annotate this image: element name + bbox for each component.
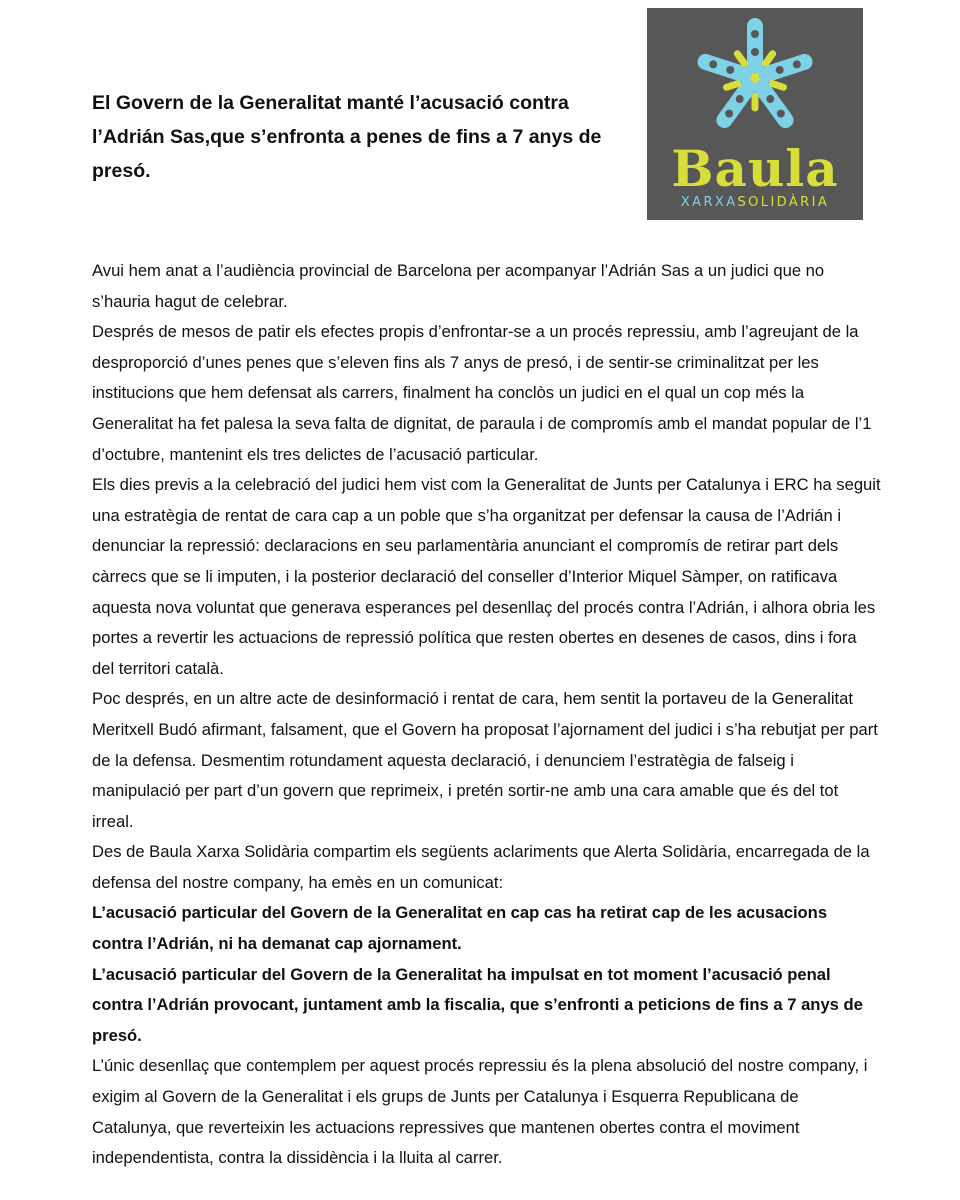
document-body [92,256,882,1174]
logo-yellow-accent [766,54,773,64]
paragraph: L’acusació particular del Govern de la Generalitat en cap cas ha retirat cap de les acusacions contra l’Adrián, ni ha demanat cap ajornament. [92,903,828,954]
logo-yellow-accent [772,84,783,88]
logo-wordmark: Baula [671,139,839,198]
logo-chain-hole [766,95,774,103]
paragraph: Des de Baula Xarxa Solidària compartim els següents aclariments que Alerta Solidària, encarregada de la defensa del nostre company, ha emès en un comunicat: [92,842,870,892]
logo-chain-hole [709,60,717,68]
logo-chain-hole [777,110,785,118]
logo-chain-hole [725,110,733,118]
logo-chain-hole [751,30,759,38]
paragraph: Poc després, en un altre acte de desinformació i rentat de cara, hem sentit la portaveu de la Generalitat Meritxell Budó afirmant, falsament, que el Govern ha proposat l’ajornament del judici i s’ha rebutjat per part de la defensa. Desmentim rotundament aquesta declaració, i denunciem l’estratègia de falseig i manipulació per part d’un govern que reprimeix, i pretén sortir-ne amb una cara amable que és del tot irreal. [92,689,878,831]
logo-chain-hole [751,48,759,56]
logo-subtitle-part2: SOLIDÀRIA [737,195,830,210]
logo-chain-hole [776,66,784,74]
logo-yellow-accent [726,84,737,88]
paragraph: L’acusació particular del Govern de la Generalitat ha impulsat en tot moment l’acusació penal contra l’Adrián provocant, juntament amb la fiscalia, que s’enfronti a peticions de fins a 7 anys de presó. [92,964,863,1045]
logo-chain-hole [726,66,734,74]
logo-chain-hole [793,60,801,68]
logo-subtitle [647,195,863,211]
paragraph: Després de mesos de patir els efectes propis d’enfrontar-se a un procés repressiu, amb l’agreujant de la desproporció d’unes penes que s’eleven fins als 7 anys de presó, i de sentir-se criminalitzat per les institucions que hem defensat als carrers, finalment ha conclòs un judici en el qual un cop més la Generalitat ha fet palesa la seva falta de dignitat, de paraula i de compromís amb el mandat popular de l’1 d’octubre, mantenint els tres delictes de l’acusació particular. [92,322,872,464]
paragraph: Avui hem anat a l’audiència provincial de Barcelona per acompanyar l’Adrián Sas a un judici que no s’hauria hagut de celebrar. [92,261,825,311]
logo-yellow-accent [737,54,744,64]
logo-subtitle-part1: XARXA [680,195,738,210]
paragraph: Els dies previs a la celebració del judici hem vist com la Generalitat de Junts per Catalunya i ERC ha seguit una estratègia de rentat de cara cap a un poble que s’ha organitzat per defensar la causa de l’Adrián i denunciar la repressió: declaracions en seu parlamentària anunciant el compromís de retirar part dels càrrecs que se li imputen, i la posterior declaració del conseller d’Interior Miquel Sàmper, on ratificava aquesta nova voluntat que generava esperances pel desenllaç del procés contra l’Adrián, i alhora obria les portes a revertir les actuacions de repressió política que resten obertes en desenes de casos, dins i fora del territori català. [92,475,881,678]
document-title: El Govern de la Generalitat manté l’acusació contra l’Adrián Sas,que s’enfronta a penes de fins a 7 anys de presó. [92,92,602,182]
logo-chain-hole [736,95,744,103]
paragraph: L’únic desenllaç que contemplem per aquest procés repressiu és la plena absolució del nostre company, i exigim al Govern de la Generalitat i els grups de Junts per Catalunya i Esquerra Republicana de Catalunya, que reverteixin les actuacions repressives que mantenen obertes contra el moviment independentista, contra la dissidència i la lluita al carrer. [92,1056,868,1168]
baula-logo [647,8,863,220]
